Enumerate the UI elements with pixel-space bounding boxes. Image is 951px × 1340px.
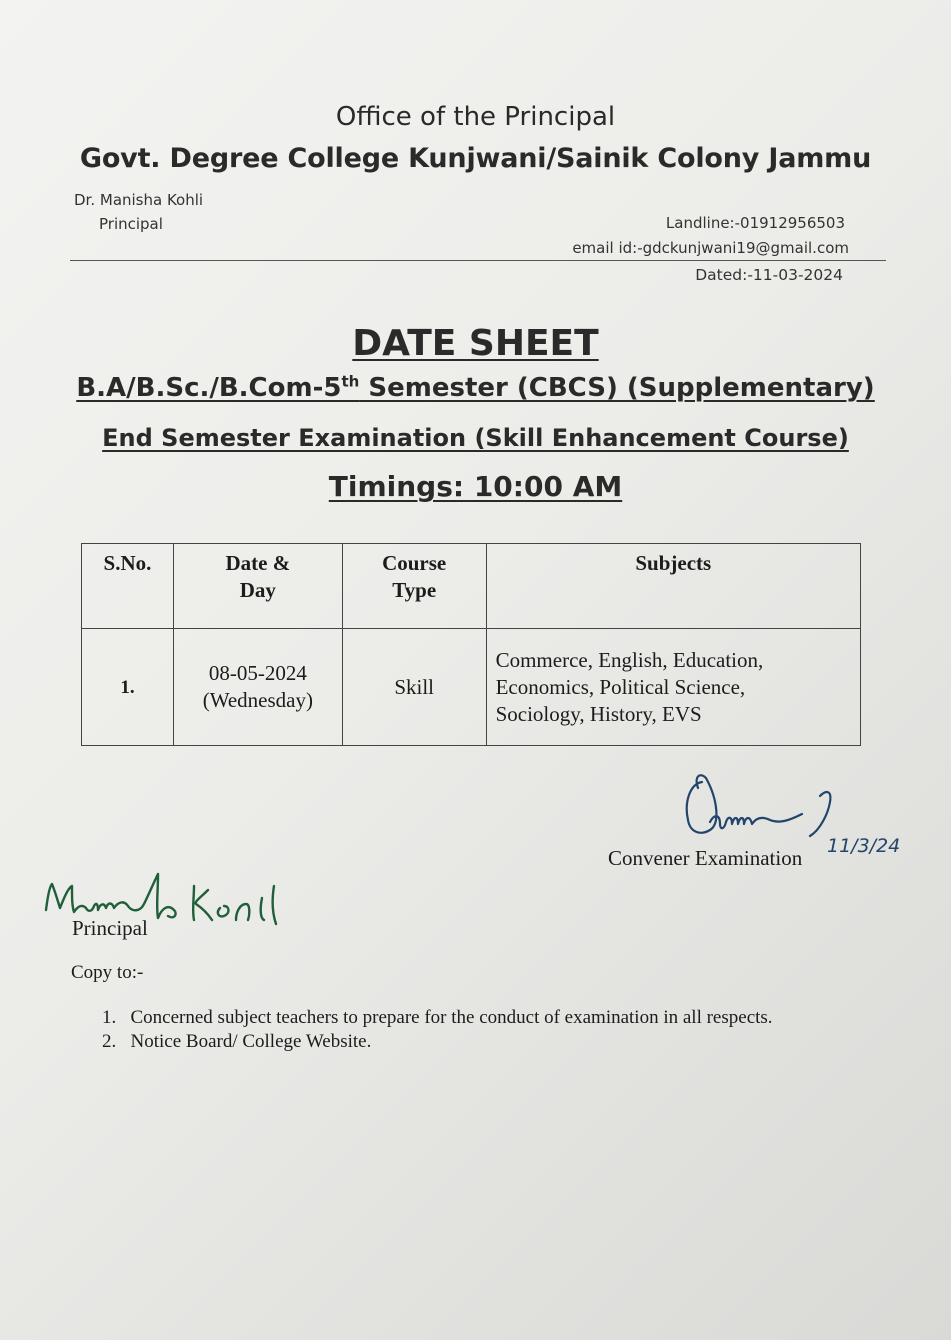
timings-text: Timings: 10:00 AM <box>328 470 623 503</box>
subjects-line: Commerce, English, Education, <box>495 647 764 672</box>
header-sno-line1: S.No. <box>103 551 152 575</box>
principal-name: Dr. Manisha Kohli <box>74 191 204 209</box>
cell-date-day <box>173 629 342 746</box>
dated: Dated:-11-03-2024 <box>695 266 843 284</box>
header-subjects <box>486 544 860 629</box>
table-header-row <box>82 544 861 629</box>
landline: Landline:-01912956503 <box>665 214 845 232</box>
header-date-line1: Date & <box>225 551 291 575</box>
semester-heading <box>0 372 951 403</box>
convener-label: Convener Examination <box>608 846 803 870</box>
header-subjects-line1: Subjects <box>635 551 712 575</box>
subjects-line: Economics, Political Science, <box>495 674 746 699</box>
header-date-day <box>173 544 342 629</box>
cell-date: 08-05-2024 <box>208 661 307 685</box>
cell-subjects <box>486 629 860 746</box>
cell-sno: 1. <box>82 629 174 746</box>
exam-heading-text: End Semester Examination (Skill Enhancement Course) <box>102 424 849 452</box>
table-row <box>82 629 861 746</box>
subjects-line: Sociology, History, EVS <box>495 701 702 726</box>
principal-label: Principal <box>72 916 148 940</box>
header-sno <box>82 544 174 629</box>
header-course-line1: Course <box>382 551 447 575</box>
list-item: 2. Notice Board/ College Website. <box>102 1031 372 1052</box>
header-course-type <box>342 544 486 629</box>
office-line: Office of the Principal <box>335 102 616 132</box>
cell-day: (Wednesday) <box>202 688 313 712</box>
copy-item-text: Notice Board/ College Website. <box>130 1031 372 1052</box>
exam-heading <box>0 424 951 452</box>
timings-heading <box>0 470 951 503</box>
convener-date-handwriting <box>825 826 905 866</box>
date-sheet-table <box>81 543 861 746</box>
copy-to-list <box>102 1007 773 1055</box>
list-item: 1. Concerned subject teachers to prepare for the conduct of examination in all respects. <box>102 1007 773 1028</box>
college-name: Govt. Degree College Kunjwani/Sainik Colony Jammu <box>79 143 872 174</box>
semester-heading-sup: th <box>341 372 360 390</box>
cell-course-type: Skill <box>342 629 486 746</box>
semester-heading-post: Semester (CBCS) (Supplementary) <box>359 372 875 403</box>
semester-heading-text <box>76 373 874 403</box>
header-divider <box>70 260 886 261</box>
semester-heading-pre: B.A/B.Sc./B.Com-5 <box>76 372 342 403</box>
principal-title: Principal <box>99 215 163 233</box>
document-title-text: DATE SHEET <box>352 323 599 364</box>
copy-item-text: Concerned subject teachers to prepare for the conduct of examination in all respects. <box>130 1007 773 1028</box>
email-address: email id:-gdckunjwani19@gmail.com <box>572 239 849 257</box>
convener-date <box>825 826 905 870</box>
copy-to-heading: Copy to:- <box>71 962 144 983</box>
header-course-line2: Type <box>392 578 437 602</box>
document-title <box>0 323 951 364</box>
header-date-line2: Day <box>239 578 276 602</box>
convener-date-text: 11/3/24 <box>827 835 901 857</box>
